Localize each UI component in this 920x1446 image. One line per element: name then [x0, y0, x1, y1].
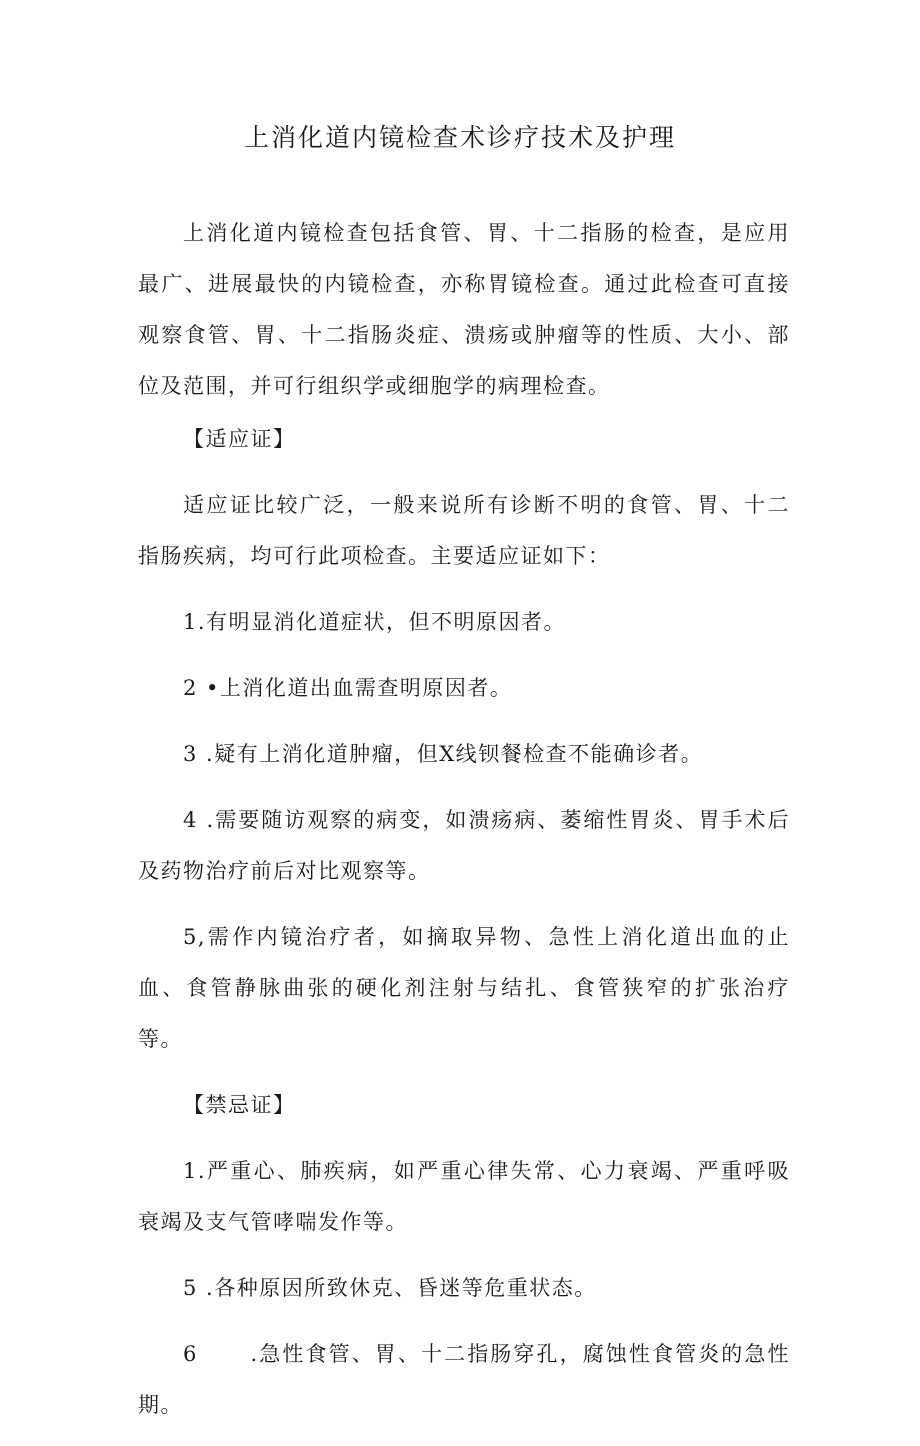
- contraindication-item-1: 1.严重心、肺疾病，如严重心律失常、心力衰竭、严重呼吸衰竭及支气管哮喘发作等。: [138, 1159, 790, 1234]
- document-title: 上消化道内镜检查术诊疗技术及护理: [243, 123, 676, 152]
- document-body: [138, 208, 790, 1446]
- indication-item-1: 1.有明显消化道症状，但不明原因者。: [183, 610, 567, 634]
- section-heading-indications: 【适应证】: [183, 427, 296, 451]
- indications-intro-paragraph: 适应证比较广泛，一般来说所有诊断不明的食管、胃、十二指肠疾病，均可行此项检查。主要适应证如下：: [138, 493, 790, 568]
- indication-item-2: 2 •上消化道出血需查明原因者。: [183, 676, 513, 700]
- intro-paragraph: 上消化道内镜检查包括食管、胃、十二指肠的检查，是应用最广、进展最快的内镜检查，亦称胃镜检查。通过此检查可直接观察食管、胃、十二指肠炎症、溃疡或肿瘤等的性质、大小、部位及范围，并可行组织学或细胞学的病理检查。: [138, 221, 790, 398]
- indication-item-4: 4 .需要随访观察的病变，如溃疡病、萎缩性胃炎、胃手术后及药物治疗前后对比观察等。: [138, 808, 790, 883]
- indication-item-3: 3 .疑有上消化道肿瘤，但X线钡餐检查不能确诊者。: [183, 742, 704, 766]
- contraindication-item-2: 5 .各种原因所致休克、昏迷等危重状态。: [183, 1276, 597, 1300]
- indication-item-5: 5,需作内镜治疗者，如摘取异物、急性上消化道出血的止血、食管静脉曲张的硬化剂注射与结扎、食管狭窄的扩张治疗等。: [138, 925, 790, 1051]
- contraindication-item-3: 6 .急性食管、胃、十二指肠穿孔，腐蚀性食管炎的急性期。: [138, 1342, 790, 1417]
- section-heading-contraindications: 【禁忌证】: [183, 1093, 296, 1117]
